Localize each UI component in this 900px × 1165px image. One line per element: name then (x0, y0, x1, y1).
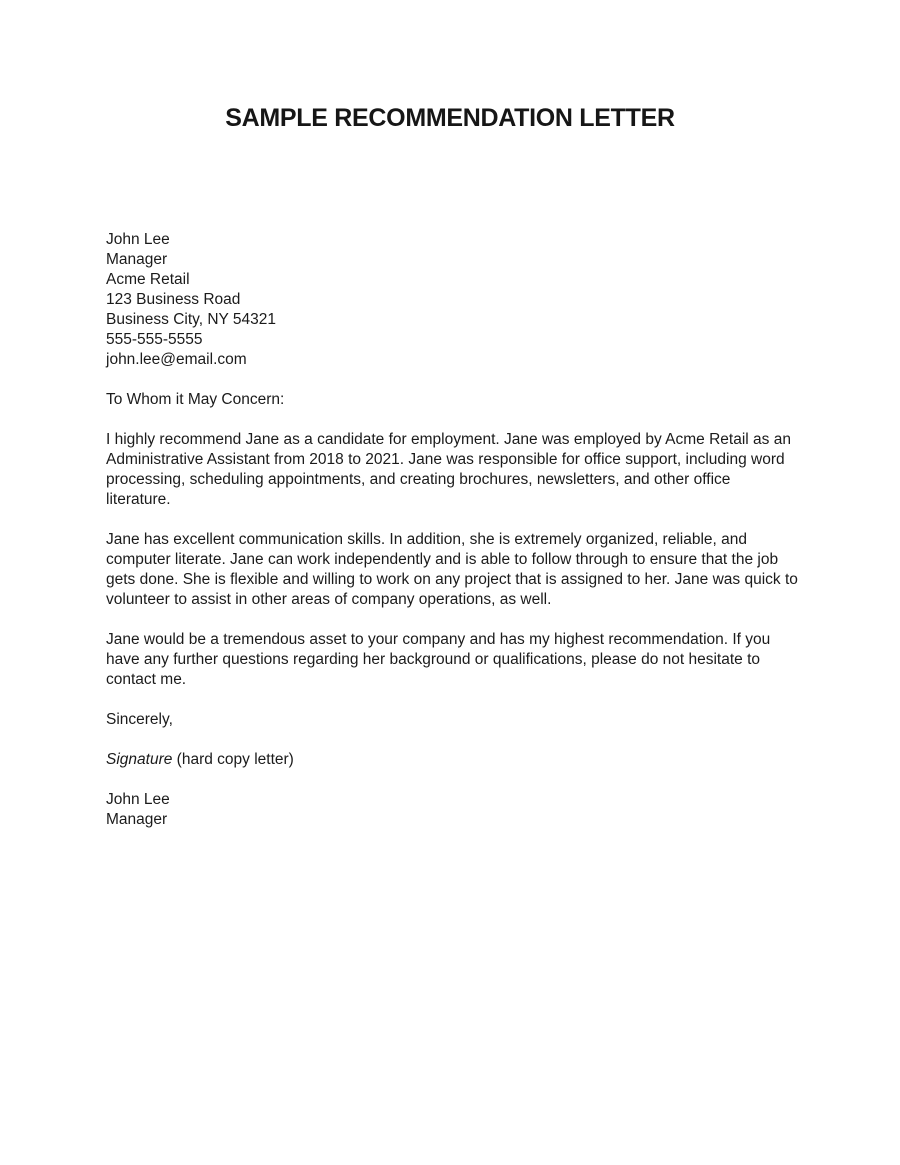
signoff-name: John Lee (106, 791, 170, 808)
sender-street: 123 Business Road (106, 291, 241, 308)
signature-line (106, 750, 798, 770)
sender-company: Acme Retail (106, 271, 190, 288)
sender-email: john.lee@email.com (106, 351, 247, 368)
signoff-title: Manager (106, 811, 168, 828)
sender-name: John Lee (106, 231, 170, 248)
signature-note: (hard copy letter) (172, 751, 294, 768)
paragraph-2: Jane has excellent communication skills. In addition, she is extremely organized, reliable, and computer literate. Jane can work independently and is able to follow through to ensure that the job gets done. She is flexible and willing to work on any project that is assigned to her. Jane was quick to volunteer to assist in other areas of company operations, as well. (106, 531, 798, 608)
paragraph-3: Jane would be a tremendous asset to your company and has my highest recommendation. If you have any further questions regarding her background or qualifications, please do not hesitate to contact me. (106, 631, 771, 688)
sender-title: Manager (106, 251, 168, 268)
salutation: To Whom it May Concern: (106, 391, 285, 408)
letter-body (106, 230, 798, 850)
sender-address-block (106, 230, 798, 370)
paragraph-1: I highly recommend Jane as a candidate for employment. Jane was employed by Acme Retail as an Administrative Assistant from 2018 to 2021. Jane was responsible for office support, including word processing, scheduling appointments, and creating brochures, newsletters, and other office literature. (106, 431, 791, 508)
closing: Sincerely, (106, 711, 173, 728)
signoff-block (106, 790, 798, 830)
sender-city: Business City, NY 54321 (106, 311, 277, 328)
signature-placeholder: Signature (106, 751, 173, 768)
page-title: SAMPLE RECOMMENDATION LETTER (225, 104, 675, 132)
sender-phone: 555-555-5555 (106, 331, 203, 348)
